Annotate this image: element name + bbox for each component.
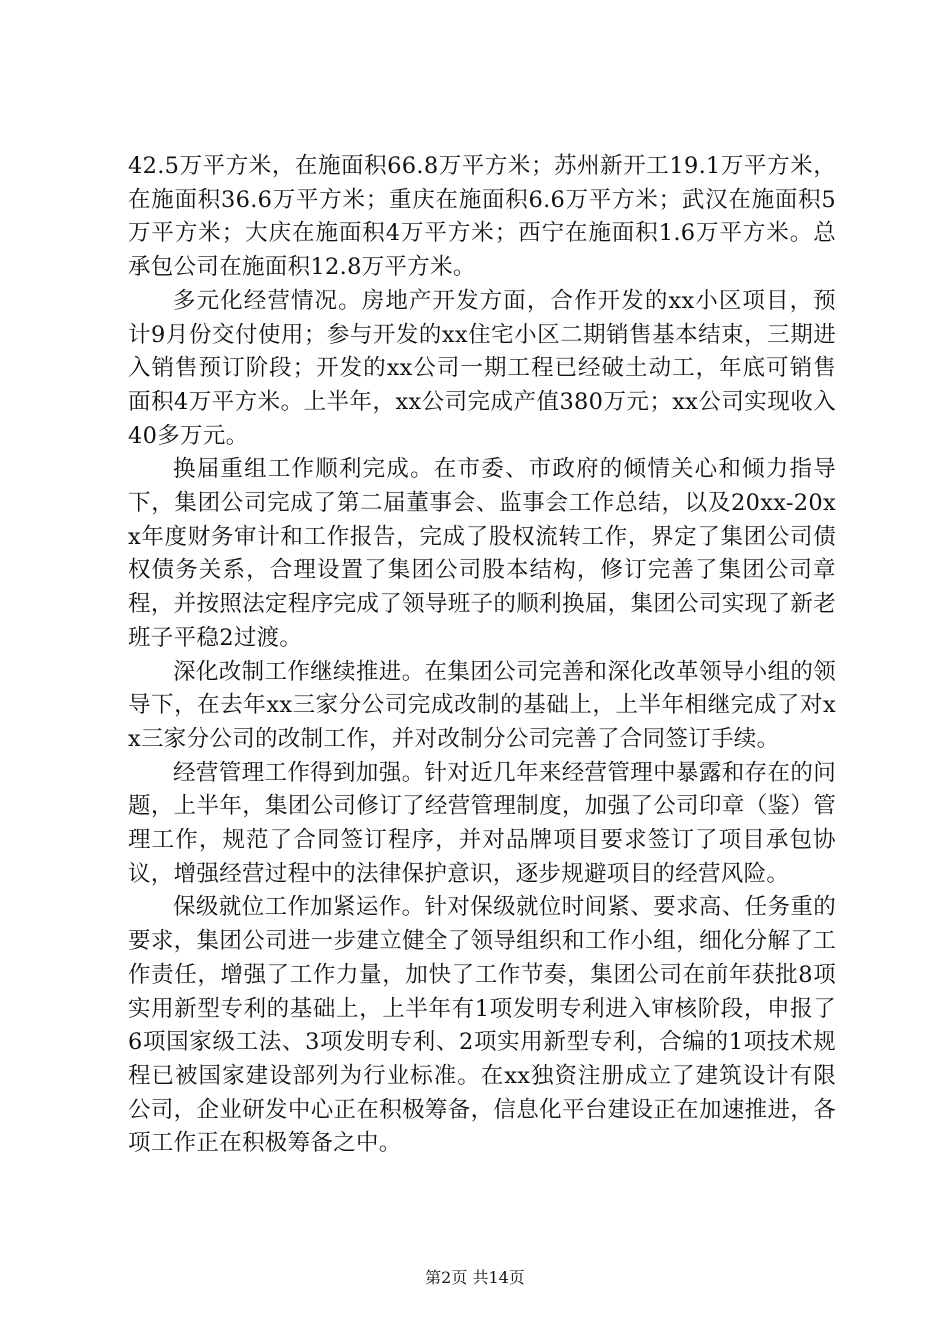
paragraph-qualification-upgrade: 保级就位工作加紧运作。针对保级就位时间紧、要求高、任务重的要求，集团公司进一步建立健全了领导组织和工作小组，细化分解了工作责任，增强了工作力量，加快了工作节奏，集团公司在前年获批8项实用新型专利的基础上，上半年有1项发明专利进入审核阶段，申报了6项国家级工法、3项发明专利、2项实用新型专利，合编的1项技术规程已被国家建设部列为行业标准。在xx独资注册成立了建筑设计有限公司，企业研发中心正在积极筹备，信息化平台建设正在加速推进，各项工作正在积极筹备之中。 (128, 894, 836, 1157)
page-number-footer: 第2页 共14页 (425, 1268, 525, 1287)
paragraph-business-management: 经营管理工作得到加强。针对近几年来经营管理中暴露和存在的问题，上半年，集团公司修订了经营管理制度，加强了公司印章（鉴）管理工作，规范了合同签订程序，并对品牌项目要求签订了项目承包协议，增强经营过程中的法律保护意识，逐步规避项目的经营风险。 (128, 759, 836, 887)
document-body (128, 150, 836, 1161)
paragraph-construction-area: 42.5万平方米，在施面积66.8万平方米；苏州新开工19.1万平方米，在施面积36.6万平方米；重庆在施面积6.6万平方米；武汉在施面积5万平方米；大庆在施面积4万平方米；西宁在施面积1.6万平方米。总承包公司在施面积12.8万平方米。 (128, 153, 836, 281)
paragraph-diversified-operations: 多元化经营情况。房地产开发方面，合作开发的xx小区项目，预计9月份交付使用；参与开发的xx住宅小区二期销售基本结束，三期进入销售预订阶段；开发的xx公司一期工程已经破土动工，年底可销售面积4万平方米。上半年，xx公司完成产值380万元；xx公司实现收入40多万元。 (128, 287, 836, 449)
paragraph-restructuring-reform: 深化改制工作继续推进。在集团公司完善和深化改革领导小组的领导下，在去年xx三家分公司完成改制的基础上，上半年相继完成了对xx三家分公司的改制工作，并对改制分公司完善了合同签订手续。 (128, 658, 836, 752)
paragraph-board-reorganization: 换届重组工作顺利完成。在市委、市政府的倾情关心和倾力指导下，集团公司完成了第二届董事会、监事会工作总结，以及20xx-20xx年度财务审计和工作报告，完成了股权流转工作，界定了集团公司债权债务关系，合理设置了集团公司股本结构，修订完善了集团公司章程，并按照法定程序完成了领导班子的顺利换届，集团公司实现了新老班子平稳2过渡。 (128, 456, 836, 651)
